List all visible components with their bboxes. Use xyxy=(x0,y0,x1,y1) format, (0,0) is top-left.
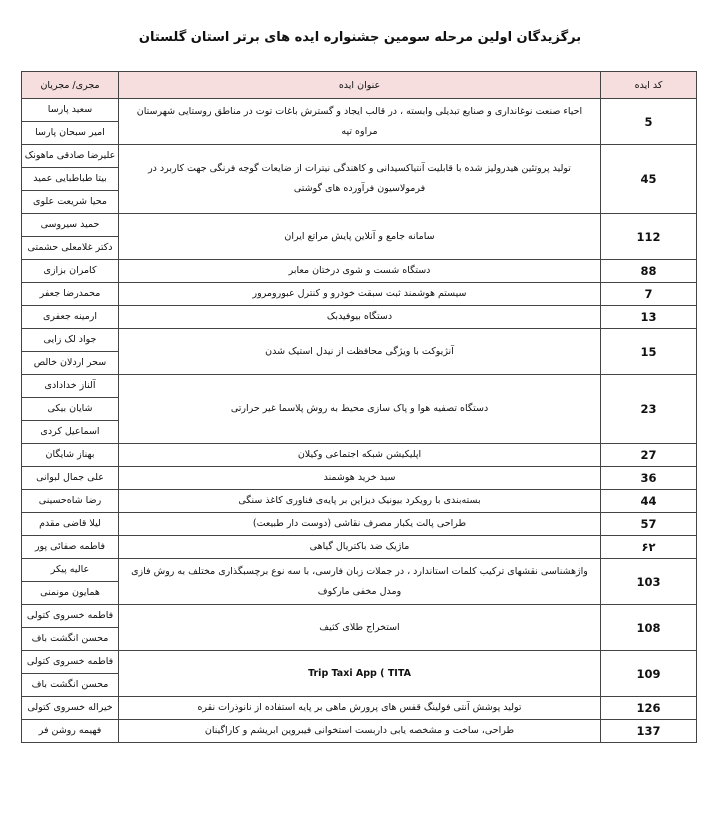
idea-title: واژهشناسی نقشهای ترکیب کلمات استاندارد ، در جملات زبان فارسی، با سه نوع برچسبگذاری مختلف به روش فازی ومدل مخفی مارکوف xyxy=(119,559,601,605)
table-row xyxy=(22,651,697,697)
person-name: حمید سیروسی xyxy=(22,214,118,237)
person-name: محسن انگشت باف xyxy=(31,633,109,644)
idea-code: 109 xyxy=(601,651,697,697)
person-name: امیر سبحان پارسا xyxy=(35,127,105,138)
table-row xyxy=(22,513,697,536)
person-name: بهناز شایگان xyxy=(45,449,95,460)
person-name: همایون مونمنی xyxy=(40,587,100,598)
idea-code: 112 xyxy=(601,214,697,260)
idea-title: استخراج طلای کثیف xyxy=(119,605,601,651)
people-cell xyxy=(22,559,119,605)
table-row xyxy=(22,375,697,444)
idea-title: تولید پروتئین هیدرولیز شده با قابلیت آنتیاکسیدانی و کاهندگی نیترات از ضایعات گوجه فرنگی جهت کاربرد در فرمولاسیون فرآورده های گوشتی xyxy=(119,145,601,214)
table-row xyxy=(22,697,697,720)
idea-code: 5 xyxy=(601,99,697,145)
header-idea: عنوان ایده xyxy=(119,72,601,99)
table-row xyxy=(22,306,697,329)
people-cell xyxy=(22,467,119,490)
person-name: فاطمه خسروی کتولی xyxy=(22,651,118,674)
people-cell xyxy=(22,651,119,697)
table-row xyxy=(22,283,697,306)
table-row xyxy=(22,720,697,743)
person-name: فهیمه روشن فر xyxy=(38,725,102,736)
people-cell xyxy=(22,260,119,283)
table-row xyxy=(22,145,697,214)
idea-code: 36 xyxy=(601,467,697,490)
header-people: مجری/ مجریان xyxy=(22,72,119,99)
idea-code: 57 xyxy=(601,513,697,536)
table-row xyxy=(22,559,697,605)
person-name: محسن انگشت باف xyxy=(31,679,109,690)
idea-code: 15 xyxy=(601,329,697,375)
people-cell xyxy=(22,490,119,513)
idea-title: Trip Taxi App ( TITA xyxy=(119,651,601,697)
idea-code: 103 xyxy=(601,559,697,605)
person-name: علیرضا صادقی ماهونک xyxy=(22,145,118,168)
idea-title: اپلیکیشن شبکه اجتماعی وکیلان xyxy=(119,444,601,467)
idea-title: طراحی پالت یکبار مصرف نقاشی (دوست دار طبیعت) xyxy=(119,513,601,536)
idea-code: 108 xyxy=(601,605,697,651)
idea-code: 7 xyxy=(601,283,697,306)
idea-code: 88 xyxy=(601,260,697,283)
idea-title: بسته‌بندی با رویکرد بیونیک دیزاین بر پایه‌ی فناوری کاغذ سنگی xyxy=(119,490,601,513)
idea-title: آنژیوکت با ویژگی محافظت از نیدل استیک شدن xyxy=(119,329,601,375)
idea-title: سیستم هوشمند ثبت سبقت خودرو و کنترل عبورومرور xyxy=(119,283,601,306)
person-name: علی جمال لبوانی xyxy=(36,472,104,483)
person-name: محیا شریعت علوی xyxy=(33,196,107,207)
person-name: خیراله خسروی کتولی xyxy=(27,702,113,713)
person-name: سحر اردلان خالص xyxy=(33,357,107,368)
people-cell xyxy=(22,720,119,743)
idea-title: طراحی، ساخت و مشخصه یابی داربست استخوانی فیبروین ابریشم و کاراگینان xyxy=(119,720,601,743)
person-name: سعید پارسا xyxy=(22,99,118,122)
table-row xyxy=(22,536,697,559)
idea-code: 45 xyxy=(601,145,697,214)
person-name: اسماعیل کردی xyxy=(40,426,100,437)
idea-title: تولید پوشش آنتی فولینگ قفس های پرورش ماهی بر پایه استفاده از نانوذرات نقره xyxy=(119,697,601,720)
person-name: دکتر غلامعلی حشمتی xyxy=(27,242,113,253)
table-header-row xyxy=(22,72,697,99)
idea-code: ۶۲ xyxy=(601,536,697,559)
person-name: عالیه پیکر xyxy=(22,559,118,582)
people-cell xyxy=(22,697,119,720)
winners-table xyxy=(21,71,697,743)
table-row xyxy=(22,467,697,490)
idea-code: 126 xyxy=(601,697,697,720)
idea-title: دستگاه تصفیه هوا و پاک سازی محیط به روش پلاسما غیر حرارتی xyxy=(119,375,601,444)
table-row xyxy=(22,329,697,375)
idea-code: 27 xyxy=(601,444,697,467)
table-row xyxy=(22,444,697,467)
person-name: جواد لک زایی xyxy=(22,329,118,352)
table-row xyxy=(22,605,697,651)
person-name: فاطمه خسروی کتولی xyxy=(22,605,118,628)
table-row xyxy=(22,260,697,283)
person-name: لیلا قاضی مقدم xyxy=(39,518,101,529)
people-cell xyxy=(22,536,119,559)
idea-code: 23 xyxy=(601,375,697,444)
people-cell xyxy=(22,283,119,306)
person-name: ارمینه جعفری xyxy=(42,311,98,322)
idea-title: دستگاه بیوفیدبک xyxy=(119,306,601,329)
table-row xyxy=(22,490,697,513)
person-name: محمدرضا جعفر xyxy=(39,288,101,299)
people-cell xyxy=(22,444,119,467)
table-row xyxy=(22,214,697,260)
person-name: آلناز خدادادی xyxy=(22,375,118,398)
person-name: فاطمه صفائی پور xyxy=(34,541,106,552)
idea-title: ماژیک ضد باکتریال گیاهی xyxy=(119,536,601,559)
people-cell xyxy=(22,214,119,260)
people-cell xyxy=(22,306,119,329)
person-name: شایان بیکی xyxy=(22,398,118,421)
people-cell xyxy=(22,145,119,214)
idea-code: 137 xyxy=(601,720,697,743)
idea-title: دستگاه شست و شوی درختان معابر xyxy=(119,260,601,283)
page-title: برگزیدگان اولین مرحله سومین جشنواره ایده های برتر استان گلستان xyxy=(138,30,582,45)
people-cell xyxy=(22,329,119,375)
idea-code: 44 xyxy=(601,490,697,513)
person-name: رضا شاه‌حسینی xyxy=(38,495,102,506)
idea-title: احیاء صنعت نوغانداری و صنایع تبدیلی وابسته ، در قالب ایجاد و گسترش باغات توت در مناطق روستایی شهرستان مراوه تپه xyxy=(119,99,601,145)
person-name: بیتا طباطبایی عمید xyxy=(22,168,118,191)
people-cell xyxy=(22,605,119,651)
people-cell xyxy=(22,375,119,444)
people-cell xyxy=(22,99,119,145)
header-code: کد ایده xyxy=(601,72,697,99)
idea-code: 13 xyxy=(601,306,697,329)
table-row xyxy=(22,99,697,145)
person-name: کامران بزازی xyxy=(43,265,97,276)
idea-title: سبد خرید هوشمند xyxy=(119,467,601,490)
idea-title: سامانه جامع و آنلاین پایش مراتع ایران xyxy=(119,214,601,260)
people-cell xyxy=(22,513,119,536)
